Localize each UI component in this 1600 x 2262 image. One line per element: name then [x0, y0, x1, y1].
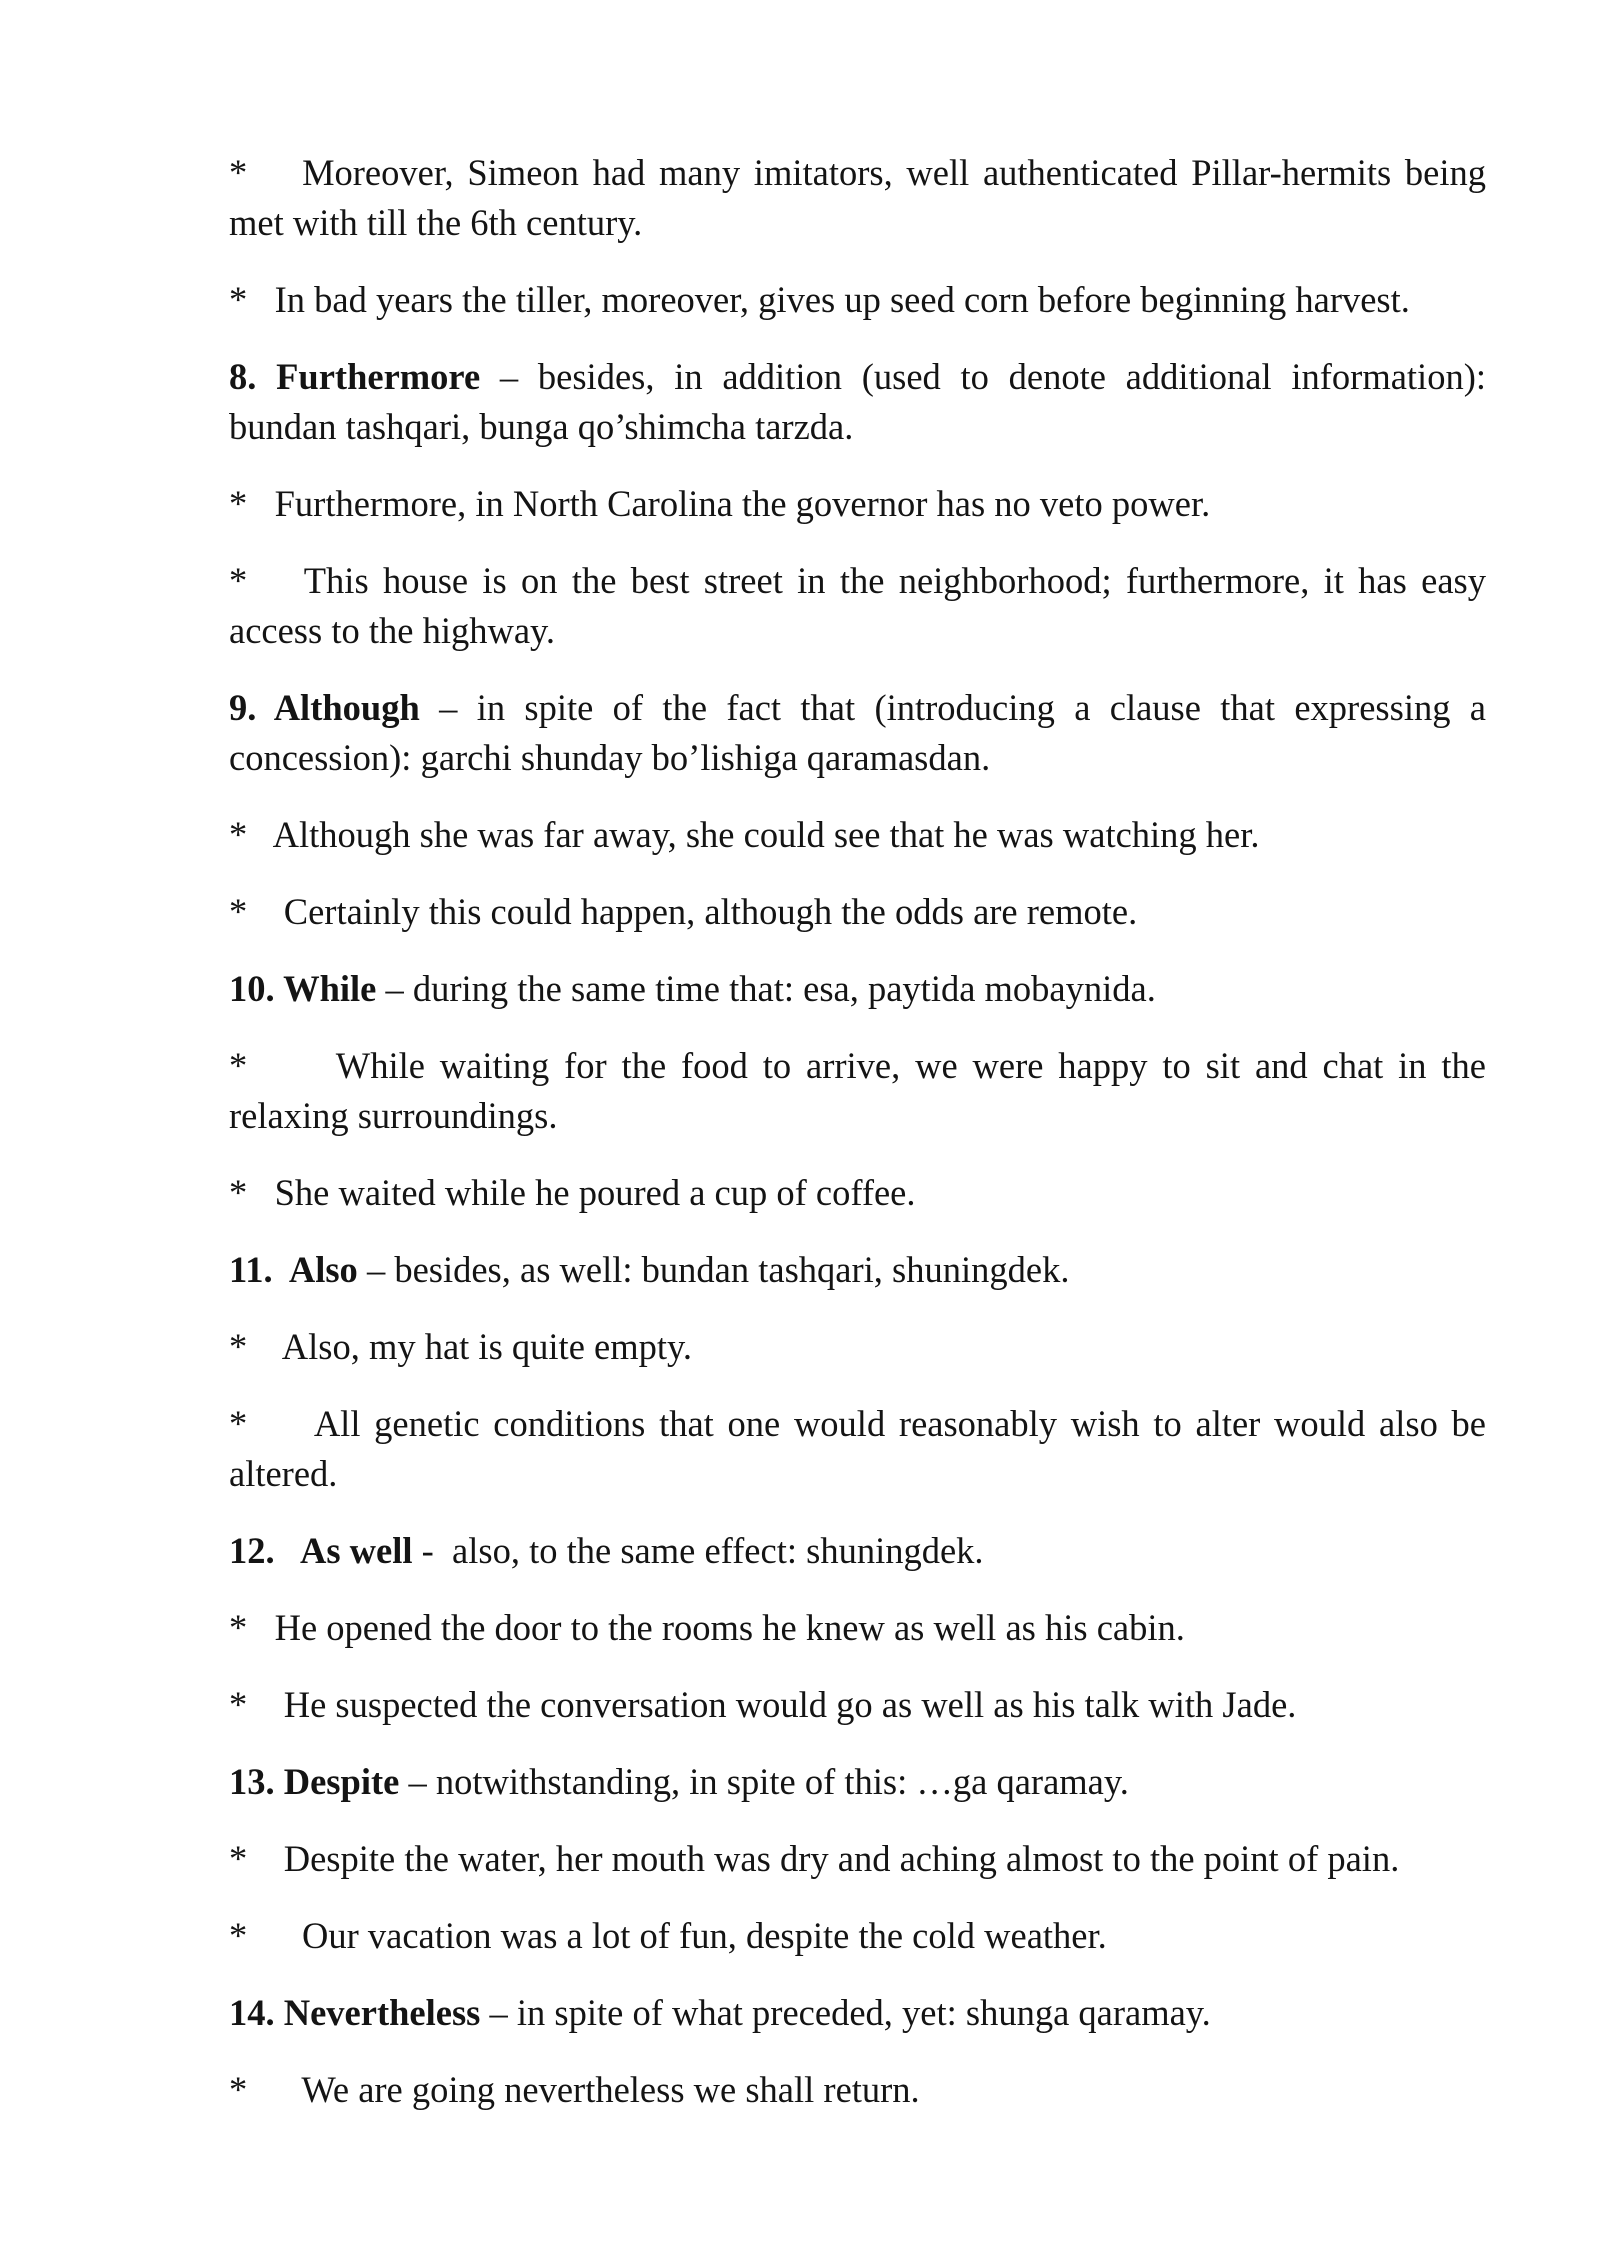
example-sentence [229, 1834, 1486, 1884]
bullet-star: * [229, 891, 248, 932]
bullet-star: * [229, 1045, 248, 1086]
term-definition [229, 1526, 1486, 1576]
example-text: He opened the door to the rooms he knew as well as his cabin. [274, 1607, 1185, 1648]
example-text: Moreover, Simeon had many imitators, well authenticated Pillar-hermits being met with till the 6th century. [229, 152, 1486, 243]
example-sentence [229, 1322, 1486, 1372]
term-definition [229, 1988, 1486, 2038]
example-sentence [229, 556, 1486, 656]
example-sentence [229, 1603, 1486, 1653]
term-heading: 8. Furthermore [229, 356, 481, 397]
example-text: All genetic conditions that one would reasonably wish to alter would also be altered. [229, 1403, 1486, 1494]
bullet-star: * [229, 814, 248, 855]
bullet-star: * [229, 1172, 248, 1213]
bullet-star: * [229, 1403, 248, 1444]
example-text: While waiting for the food to arrive, we were happy to sit and chat in the relaxing surroundings. [229, 1045, 1486, 1136]
example-text: We are going nevertheless we shall return. [301, 2069, 920, 2110]
term-definition [229, 1245, 1486, 1295]
example-text: Furthermore, in North Carolina the governor has no veto power. [274, 483, 1211, 524]
example-sentence [229, 148, 1486, 248]
definition-text: – besides, in addition (used to denote additional information): bundan tashqari, bunga qo’shimcha tarzda. [229, 356, 1486, 447]
example-sentence [229, 1399, 1486, 1499]
definition-text: – besides, as well: bundan tashqari, shuningdek. [357, 1249, 1070, 1290]
bullet-star: * [229, 1326, 248, 1367]
example-text: He suspected the conversation would go as well as his talk with Jade. [283, 1684, 1297, 1725]
term-definition [229, 1757, 1486, 1807]
example-text: This house is on the best street in the neighborhood; furthermore, it has easy access to the highway. [229, 560, 1486, 651]
term-heading: 12. As well [229, 1530, 413, 1571]
bullet-star: * [229, 1607, 248, 1648]
definition-text: – in spite of the fact that (introducing a clause that expressing a concession): garchi shunday bo’lishiga qaramasdan. [229, 687, 1487, 778]
term-heading: 10. While [229, 968, 377, 1009]
example-text: In bad years the tiller, moreover, gives up seed corn before beginning harvest. [274, 279, 1410, 320]
example-sentence [229, 1911, 1486, 1961]
term-heading: 9. Although [229, 687, 420, 728]
definition-text: – in spite of what preceded, yet: shunga qaramay. [480, 1992, 1211, 2033]
example-text: Our vacation was a lot of fun, despite the cold weather. [302, 1915, 1107, 1956]
example-sentence [229, 1041, 1486, 1141]
term-heading: 11. Also [229, 1249, 358, 1290]
bullet-star: * [229, 1838, 248, 1879]
bullet-star: * [229, 1915, 248, 1956]
bullet-star: * [229, 152, 248, 193]
term-definition [229, 352, 1486, 452]
example-sentence [229, 887, 1486, 937]
example-text: Also, my hat is quite empty. [281, 1326, 693, 1367]
example-sentence [229, 2065, 1486, 2115]
definition-text: - also, to the same effect: shuningdek. [412, 1530, 984, 1571]
example-sentence [229, 275, 1486, 325]
definition-text: – during the same time that: esa, paytida mobaynida. [376, 968, 1156, 1009]
bullet-star: * [229, 1684, 248, 1725]
document-body [229, 148, 1486, 2142]
example-text: Certainly this could happen, although the odds are remote. [283, 891, 1138, 932]
term-definition [229, 964, 1486, 1014]
bullet-star: * [229, 279, 248, 320]
example-text: Although she was far away, she could see that he was watching her. [272, 814, 1260, 855]
term-definition [229, 683, 1486, 783]
example-text: Despite the water, her mouth was dry and aching almost to the point of pain. [283, 1838, 1400, 1879]
term-heading: 13. Despite [229, 1761, 400, 1802]
bullet-star: * [229, 2069, 248, 2110]
bullet-star: * [229, 483, 248, 524]
example-sentence [229, 1168, 1486, 1218]
definition-text: – notwithstanding, in spite of this: …ga qaramay. [399, 1761, 1129, 1802]
bullet-star: * [229, 560, 248, 601]
example-sentence [229, 479, 1486, 529]
term-heading: 14. Nevertheless [229, 1992, 481, 2033]
example-sentence [229, 810, 1486, 860]
example-text: She waited while he poured a cup of coffee. [274, 1172, 916, 1213]
example-sentence [229, 1680, 1486, 1730]
